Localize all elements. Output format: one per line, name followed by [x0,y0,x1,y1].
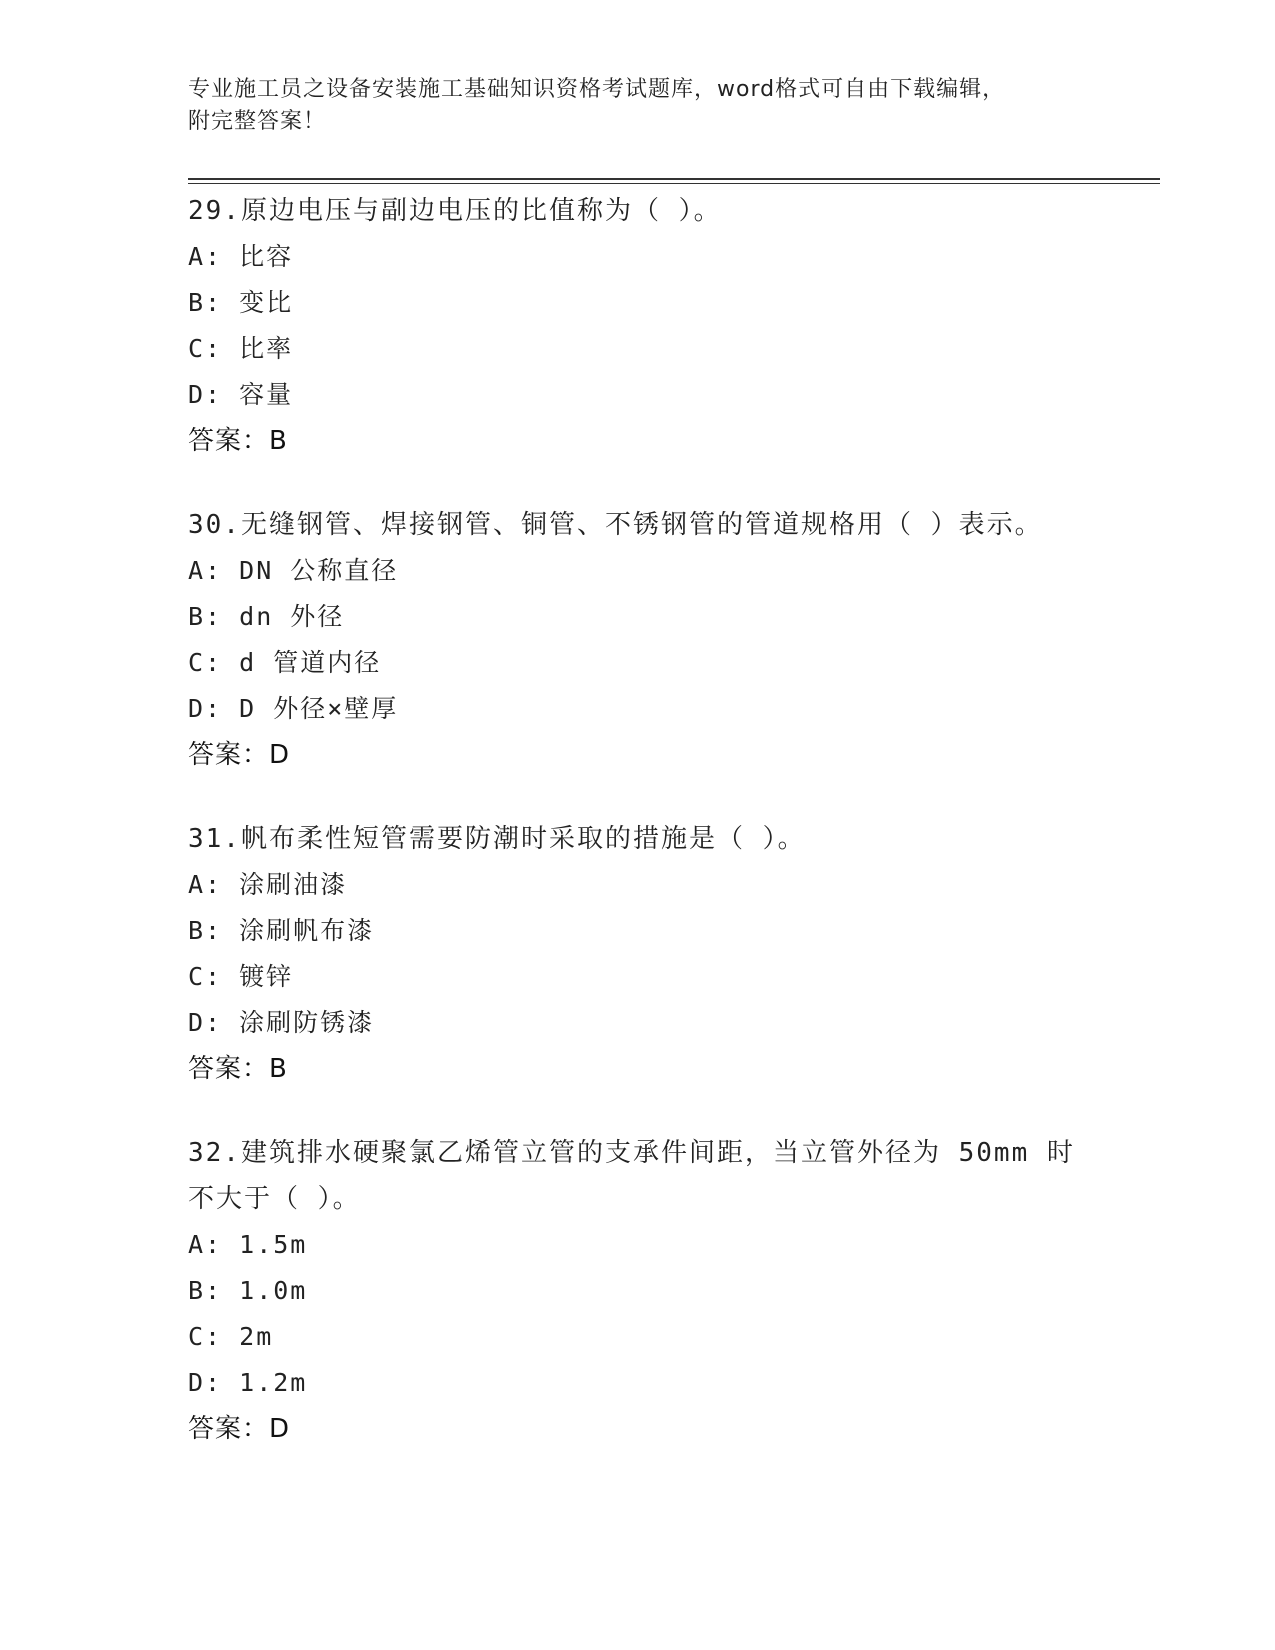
option-a: A: 1.5m [188,1230,308,1259]
question-32 [188,1130,1148,1452]
question-31 [188,816,1148,1092]
option-d: D: 涂刷防锈漆 [188,1008,375,1037]
question-stem-line: 31.帆布柔性短管需要防潮时采取的措施是（ ）。 [188,824,806,854]
answer: 答案：B [188,426,288,456]
answer: 答案：D [188,740,291,770]
option-a: A: 涂刷油漆 [188,870,348,899]
answer: 答案：B [188,1054,288,1084]
header-rule-thick [188,178,1160,180]
option-a: A: DN 公称直径 [188,556,399,585]
option-d: D: 1.2m [188,1368,308,1397]
question-stem [188,502,1148,548]
option-c: C: 镀锌 [188,962,294,991]
option-b: B: 变比 [188,288,294,317]
question-stem [188,1130,1148,1222]
option-c: C: 比率 [188,334,294,363]
header-line-1: 专业施工员之设备安装施工基础知识资格考试题库，word格式可自由下载编辑， [188,77,1006,102]
question-29 [188,188,1148,464]
option-c: C: d 管道内径 [188,648,382,677]
option-b: B: dn 外径 [188,602,345,631]
header-line-2: 附完整答案！ [188,109,327,134]
option-b: B: 涂刷帆布漆 [188,916,375,945]
answer: 答案：D [188,1414,291,1444]
header-rule-thin [188,183,1160,184]
question-stem-line: 29.原边电压与副边电压的比值称为（ ）。 [188,196,722,226]
option-d: D: 容量 [188,380,294,409]
question-stem [188,816,1148,862]
option-c: C: 2m [188,1322,274,1351]
option-d: D: D 外径×壁厚 [188,694,399,723]
document-header [188,74,1088,138]
question-stem-line-1: 32.建筑排水硬聚氯乙烯管立管的支承件间距，当立管外径为 50mm 时 [188,1138,1075,1168]
question-30 [188,502,1148,778]
question-stem [188,188,1148,234]
option-a: A: 比容 [188,242,294,271]
option-b: B: 1.0m [188,1276,308,1305]
question-stem-line-2: 不大于（ ）。 [188,1184,361,1214]
question-stem-line: 30.无缝钢管、焊接钢管、铜管、不锈钢管的管道规格用（ ）表示。 [188,510,1043,540]
